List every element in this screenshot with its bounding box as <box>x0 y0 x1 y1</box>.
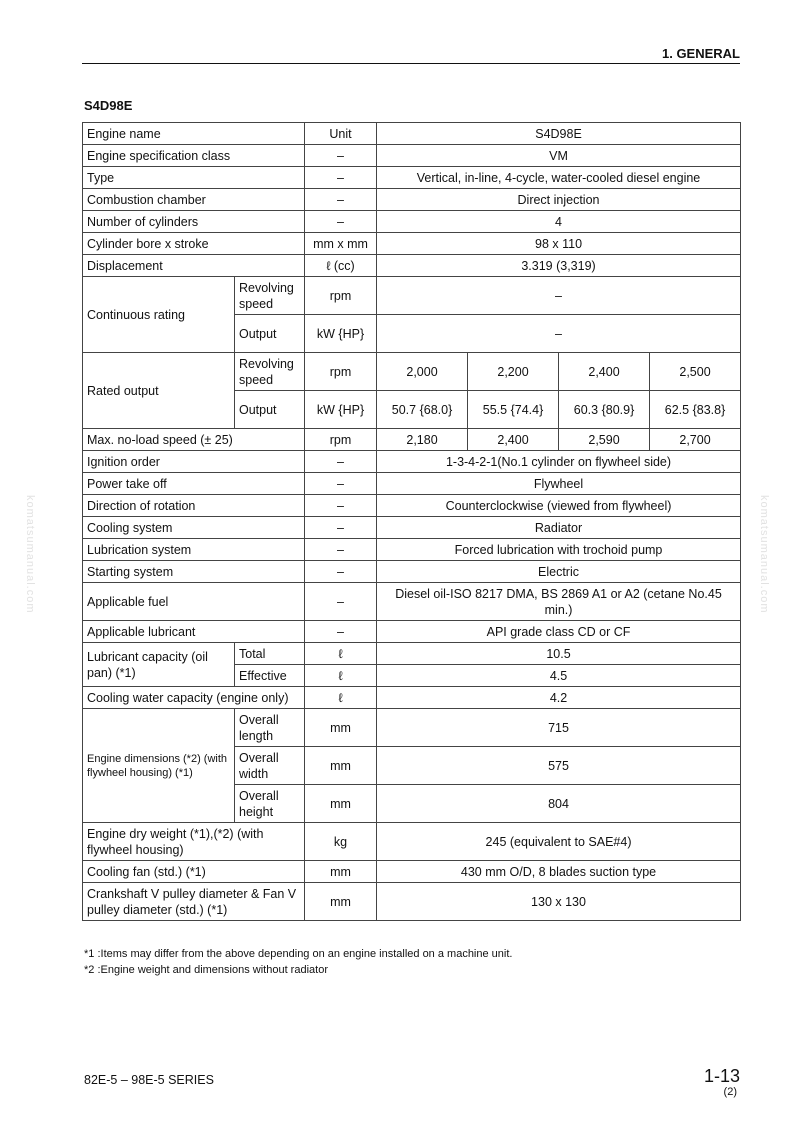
table-row <box>83 451 741 473</box>
row-unit: mm x mm <box>305 233 377 255</box>
header-rule <box>82 63 740 64</box>
table-row <box>83 621 741 643</box>
table-row <box>83 861 741 883</box>
watermark-right: komatsumanual.com <box>758 495 770 614</box>
sub-label: Overall width <box>235 747 305 785</box>
row-unit: mm <box>305 861 377 883</box>
table-row <box>83 883 741 921</box>
table-row <box>83 561 741 583</box>
sub-label: Effective <box>235 665 305 687</box>
table-row <box>83 429 741 451</box>
table-row <box>83 517 741 539</box>
rated-output-label: Rated output <box>83 353 235 429</box>
row-value: 245 (equivalent to SAE#4) <box>377 823 741 861</box>
continuous-rating-label: Continuous rating <box>83 277 235 353</box>
table-row <box>83 643 741 665</box>
row-value: Vertical, in-line, 4-cycle, water-cooled diesel engine <box>377 167 741 189</box>
noload-cell: 2,180 <box>377 429 468 451</box>
page-number: 1-13 <box>703 1066 740 1086</box>
engine-dimensions-label: Engine dimensions (*2) (with flywheel housing) (*1) <box>83 709 235 823</box>
row-unit: ℓ <box>305 687 377 709</box>
row-unit: rpm <box>305 277 377 315</box>
row-label: Displacement <box>83 255 305 277</box>
row-unit: – <box>305 539 377 561</box>
row-unit: – <box>305 451 377 473</box>
watermark-left: komatsumanual.com <box>24 495 36 614</box>
footnote-2: *2 :Engine weight and dimensions without radiator <box>84 964 328 976</box>
row-value: Radiator <box>377 517 741 539</box>
row-unit: kW {HP} <box>305 391 377 429</box>
row-label: Ignition order <box>83 451 305 473</box>
row-label: Engine specification class <box>83 145 305 167</box>
rated-output-cell: 50.7 {68.0} <box>377 391 468 429</box>
table-row <box>83 495 741 517</box>
row-unit: kW {HP} <box>305 315 377 353</box>
row-label: Cylinder bore x stroke <box>83 233 305 255</box>
row-value: S4D98E <box>377 123 741 145</box>
row-label: Max. no-load speed (± 25) <box>83 429 305 451</box>
row-label: Crankshaft V pulley diameter & Fan V pulley diameter (std.) (*1) <box>83 883 305 921</box>
rated-speed-cell: 2,200 <box>468 353 559 391</box>
footnote-1: *1 :Items may differ from the above depending on an engine installed on a machine unit. <box>84 948 513 960</box>
noload-cell: 2,400 <box>468 429 559 451</box>
row-unit: mm <box>305 747 377 785</box>
row-unit: – <box>305 621 377 643</box>
row-unit: – <box>305 189 377 211</box>
row-value: Flywheel <box>377 473 741 495</box>
row-label: Cooling system <box>83 517 305 539</box>
row-unit: ℓ <box>305 643 377 665</box>
table-row <box>83 709 741 747</box>
sub-label: Total <box>235 643 305 665</box>
row-unit: kg <box>305 823 377 861</box>
row-value: 575 <box>377 747 741 785</box>
row-unit: – <box>305 473 377 495</box>
table-row <box>83 539 741 561</box>
row-unit: – <box>305 167 377 189</box>
row-unit: – <box>305 517 377 539</box>
row-label: Combustion chamber <box>83 189 305 211</box>
rated-output-cell: 55.5 {74.4} <box>468 391 559 429</box>
row-label: Lubrication system <box>83 539 305 561</box>
row-label: Number of cylinders <box>83 211 305 233</box>
row-label: Direction of rotation <box>83 495 305 517</box>
sub-label: Output <box>235 391 305 429</box>
model-title: S4D98E <box>84 98 133 113</box>
row-value: 3.319 (3,319) <box>377 255 741 277</box>
row-value: Diesel oil-ISO 8217 DMA, BS 2869 A1 or A2 (cetane No.45 min.) <box>377 583 741 621</box>
table-row <box>83 823 741 861</box>
row-label: Power take off <box>83 473 305 495</box>
row-value: – <box>377 315 741 353</box>
row-unit: rpm <box>305 353 377 391</box>
table-row <box>83 211 741 233</box>
row-unit: mm <box>305 883 377 921</box>
table-row <box>83 353 741 391</box>
table-row <box>83 189 741 211</box>
row-unit: ℓ <box>305 665 377 687</box>
table-row <box>83 687 741 709</box>
row-label: Engine name <box>83 123 305 145</box>
row-label: Applicable fuel <box>83 583 305 621</box>
sub-label: Output <box>235 315 305 353</box>
series-label: 82E-5 – 98E-5 SERIES <box>84 1073 214 1087</box>
row-value: Forced lubrication with trochoid pump <box>377 539 741 561</box>
table-row <box>83 473 741 495</box>
row-value: – <box>377 277 741 315</box>
row-value: 10.5 <box>377 643 741 665</box>
rated-speed-cell: 2,400 <box>559 353 650 391</box>
noload-cell: 2,700 <box>650 429 741 451</box>
row-unit: mm <box>305 785 377 823</box>
table-row <box>83 145 741 167</box>
row-value: 130 x 130 <box>377 883 741 921</box>
table-row <box>83 123 741 145</box>
spec-table <box>82 122 741 921</box>
sub-label: Overall length <box>235 709 305 747</box>
rated-speed-cell: 2,500 <box>650 353 741 391</box>
row-value: Direct injection <box>377 189 741 211</box>
sub-label: Revolving speed <box>235 353 305 391</box>
row-unit: mm <box>305 709 377 747</box>
lubricant-capacity-label: Lubricant capacity (oil pan) (*1) <box>83 643 235 687</box>
row-value: 804 <box>377 785 741 823</box>
table-row <box>83 233 741 255</box>
row-value: API grade class CD or CF <box>377 621 741 643</box>
noload-cell: 2,590 <box>559 429 650 451</box>
table-row <box>83 277 741 315</box>
page-revision: (2) <box>723 1086 737 1098</box>
row-value: VM <box>377 145 741 167</box>
table-row <box>83 583 741 621</box>
row-unit: Unit <box>305 123 377 145</box>
row-label: Applicable lubricant <box>83 621 305 643</box>
row-value: 98 x 110 <box>377 233 741 255</box>
row-unit: – <box>305 561 377 583</box>
row-unit: rpm <box>305 429 377 451</box>
row-value: 715 <box>377 709 741 747</box>
sub-label: Revolving speed <box>235 277 305 315</box>
row-unit: – <box>305 211 377 233</box>
row-value: Counterclockwise (viewed from flywheel) <box>377 495 741 517</box>
row-unit: – <box>305 583 377 621</box>
row-value: 430 mm O/D, 8 blades suction type <box>377 861 741 883</box>
row-unit: ℓ (cc) <box>305 255 377 277</box>
row-value: 4.2 <box>377 687 741 709</box>
row-label: Cooling water capacity (engine only) <box>83 687 305 709</box>
row-value: 4.5 <box>377 665 741 687</box>
rated-output-cell: 62.5 {83.8} <box>650 391 741 429</box>
sub-label: Overall height <box>235 785 305 823</box>
table-row <box>83 167 741 189</box>
row-value: 4 <box>377 211 741 233</box>
row-label: Cooling fan (std.) (*1) <box>83 861 305 883</box>
table-row <box>83 255 741 277</box>
row-unit: – <box>305 145 377 167</box>
row-unit: – <box>305 495 377 517</box>
row-label: Engine dry weight (*1),(*2) (with flywheel housing) <box>83 823 305 861</box>
rated-output-cell: 60.3 {80.9} <box>559 391 650 429</box>
rated-speed-cell: 2,000 <box>377 353 468 391</box>
row-value: Electric <box>377 561 741 583</box>
row-value: 1-3-4-2-1(No.1 cylinder on flywheel side) <box>377 451 741 473</box>
row-label: Starting system <box>83 561 305 583</box>
row-label: Type <box>83 167 305 189</box>
section-header: 1. GENERAL <box>661 46 740 61</box>
